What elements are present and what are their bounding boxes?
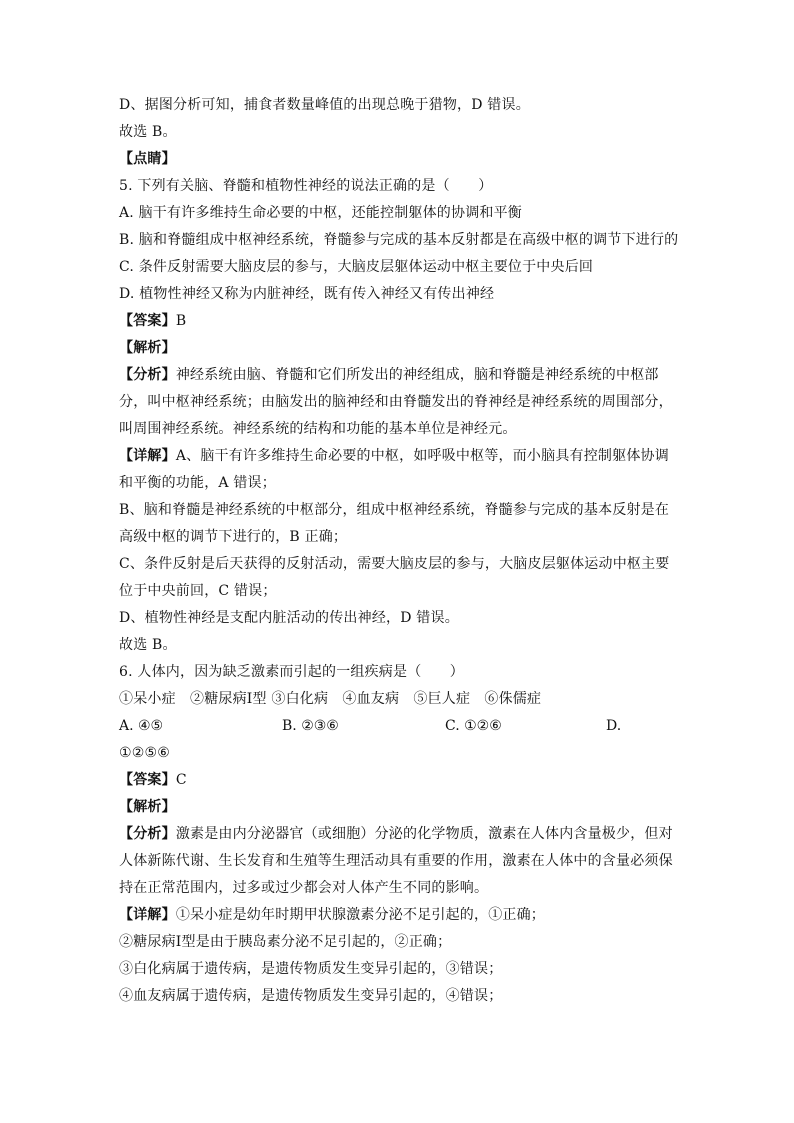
fenxi-text: 激素是由内分泌器官（或细胞）分泌的化学物质，激素在人体内含量极少，但对 [175, 826, 673, 842]
text-line: 分，叫中枢神经系统；由脑发出的脑神经和由脊髓发出的脊神经是神经系统的周围部分， [119, 394, 673, 410]
analysis-tag: 【解析】 [119, 340, 176, 356]
question-6-option-b: B. ②③⑥ [282, 718, 339, 734]
text-line: 故选 B。 [119, 124, 177, 140]
question-5-option-d: D. 植物性神经又称为内脏神经，既有传入神经又有传出神经 [119, 286, 495, 302]
answer-line [119, 311, 186, 331]
xiangjie-tag: 【详解】 [119, 448, 176, 464]
question-5-option-b: B. 脑和脊髓组成中枢神经系统，脊髓参与完成的基本反射都是在高级中枢的调节下进行的 [119, 232, 679, 248]
question-5-option-c: C. 条件反射需要大脑皮层的参与，大脑皮层躯体运动中枢主要位于中央后回 [119, 259, 594, 275]
question-6-option-d: D. [606, 718, 622, 734]
text-line: ④血友病属于遗传病，是遗传物质发生变异引起的，④错误； [119, 988, 503, 1004]
fenxi-text: 神经系统由脑、脊髓和它们所发出的神经组成，脑和脊髓是神经系统的中枢部 [175, 367, 659, 383]
analysis-tag: 【解析】 [119, 799, 176, 815]
text-line: ②糖尿病Ⅰ型是由于胰岛素分泌不足引起的，②正确； [119, 934, 452, 950]
answer-tag: 【答案】 [119, 313, 176, 329]
text-line: 和平衡的功能，A 错误； [119, 475, 276, 491]
text-line: 持在正常范围内，过多或过少都会对人体产生不同的影响。 [119, 880, 489, 896]
text-line: ③白化病属于遗传病，是遗传物质发生变异引起的，③错误； [119, 961, 503, 977]
xiangjie-line [119, 446, 669, 466]
text-line: 位于中央前回，C 错误； [119, 583, 277, 599]
fenxi-tag: 【分析】 [119, 826, 176, 842]
text-line: C、条件反射是后天获得的反射活动，需要大脑皮层的参与，大脑皮层躯体运动中枢主要 [119, 556, 670, 572]
question-6-option-c: C. ①②⑥ [445, 718, 502, 734]
question-6-items: ①呆小症 ②糖尿病Ⅰ型 ③白化病 ④血友病 ⑤巨人症 ⑥侏儒症 [119, 691, 542, 707]
text-line: 人体新陈代谢、生长发育和生殖等生理活动具有重要的作用，激素在人体中的含量必须保 [119, 853, 673, 869]
question-6-option-a: A. ④⑤ [119, 718, 164, 734]
question-5-option-a: A. 脑干有许多维持生命必要的中枢，还能控制躯体的协调和平衡 [119, 205, 523, 221]
fenxi-line [119, 824, 673, 844]
xiangjie-text: A、脑干有许多维持生命必要的中枢，如呼吸中枢等，而小脑具有控制躯体协调 [175, 448, 669, 464]
text-line: 高级中枢的调节下进行的，B 正确； [119, 529, 348, 545]
text-line: 叫周围神经系统。神经系统的结构和功能的基本单位是神经元。 [119, 421, 517, 437]
question-6-stem: 6. 人体内，因为缺乏激素而引起的一组疾病是（ ） [119, 664, 465, 680]
answer-line [119, 770, 187, 790]
answer-tag: 【答案】 [119, 772, 176, 788]
question-6-option-d-value: ①②⑤⑥ [119, 745, 171, 761]
question-5-stem: 5. 下列有关脑、脊髓和植物性神经的说法正确的是（ ） [119, 178, 493, 194]
answer-value: B [175, 313, 187, 329]
xiangjie-text: ①呆小症是幼年时期甲状腺激素分泌不足引起的，①正确； [175, 907, 546, 923]
xiangjie-line [119, 905, 545, 925]
text-line: 故选 B。 [119, 637, 177, 653]
text-line: D、植物性神经是支配内脏活动的传出神经，D 错误。 [119, 610, 459, 626]
xiangjie-tag: 【详解】 [119, 907, 176, 923]
text-line: B、脑和脊髓是神经系统的中枢部分，组成中枢神经系统，脊髓参与完成的基本反射是在 [119, 502, 670, 518]
answer-value: C [175, 772, 187, 788]
fenxi-line [119, 365, 659, 385]
fenxi-tag: 【分析】 [119, 367, 176, 383]
text-line: D、据图分析可知，捕食者数量峰值的出现总晚于猎物，D 错误。 [119, 97, 530, 113]
section-tag-dianjing: 【点睛】 [119, 151, 176, 167]
